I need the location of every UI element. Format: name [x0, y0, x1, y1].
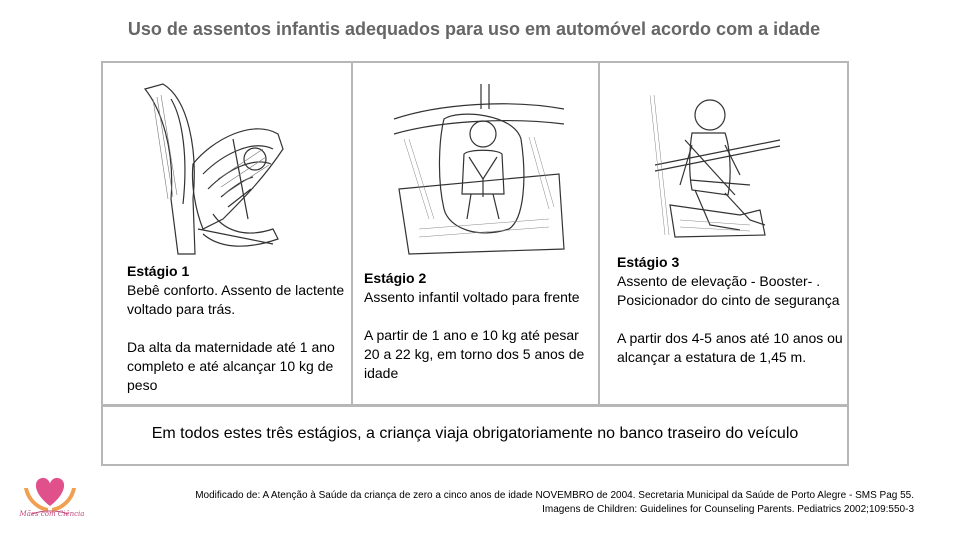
rear-seat-note: Em todos estes três estágios, a criança viaja obrigatoriamente no banco traseiro do veículo	[101, 405, 849, 466]
stage-3-panel	[598, 61, 849, 406]
stage-2-criteria: A partir de 1 ano e 10 kg até pesar 20 a 22 kg, em torno dos 5 anos de idade	[364, 327, 585, 381]
stage-2-panel	[351, 61, 600, 406]
stage-1-description: Bebê conforto. Assento de lactente voltado para trás.	[127, 282, 345, 317]
stage-3-heading: Estágio 3	[617, 254, 680, 270]
stage-2-text	[364, 269, 596, 383]
logo-text: Mães com Ciência	[19, 510, 85, 518]
credits	[195, 489, 914, 517]
stage-1-heading: Estágio 1	[127, 263, 190, 279]
stage-2-description: Assento infantil voltado para frente	[364, 289, 580, 305]
stage-1-panel	[101, 61, 353, 406]
stage-2-heading: Estágio 2	[364, 270, 427, 286]
stage-1-criteria: Da alta da maternidade até 1 ano completo e até alcançar 10 kg de peso	[127, 339, 335, 393]
credits-line-1: Modificado de: A Atenção à Saúde da criança de zero a cinco anos de idade NOVEMBRO de 2004. Secretaria Municipal da Saúde de Porto Alegre - SMS Pag 55.	[195, 490, 914, 501]
stage-3-criteria: A partir dos 4-5 anos até 10 anos ou alcançar a estatura de 1,45 m.	[617, 330, 843, 365]
stage-3-description: Assento de elevação - Booster- . Posicionador do cinto de segurança	[617, 273, 840, 308]
booster-seat-illustration	[650, 85, 790, 245]
stage-3-text	[617, 253, 845, 367]
credits-line-2: Imagens de Children: Guidelines for Counseling Parents. Pediatrics 2002;109:550-3	[542, 504, 914, 515]
forward-facing-child-seat-illustration	[389, 79, 569, 259]
rear-facing-infant-seat-illustration	[133, 79, 293, 259]
page-title: Uso de assentos infantis adequados para uso em automóvel acordo com a idade	[127, 19, 821, 39]
stage-1-text	[127, 262, 359, 395]
